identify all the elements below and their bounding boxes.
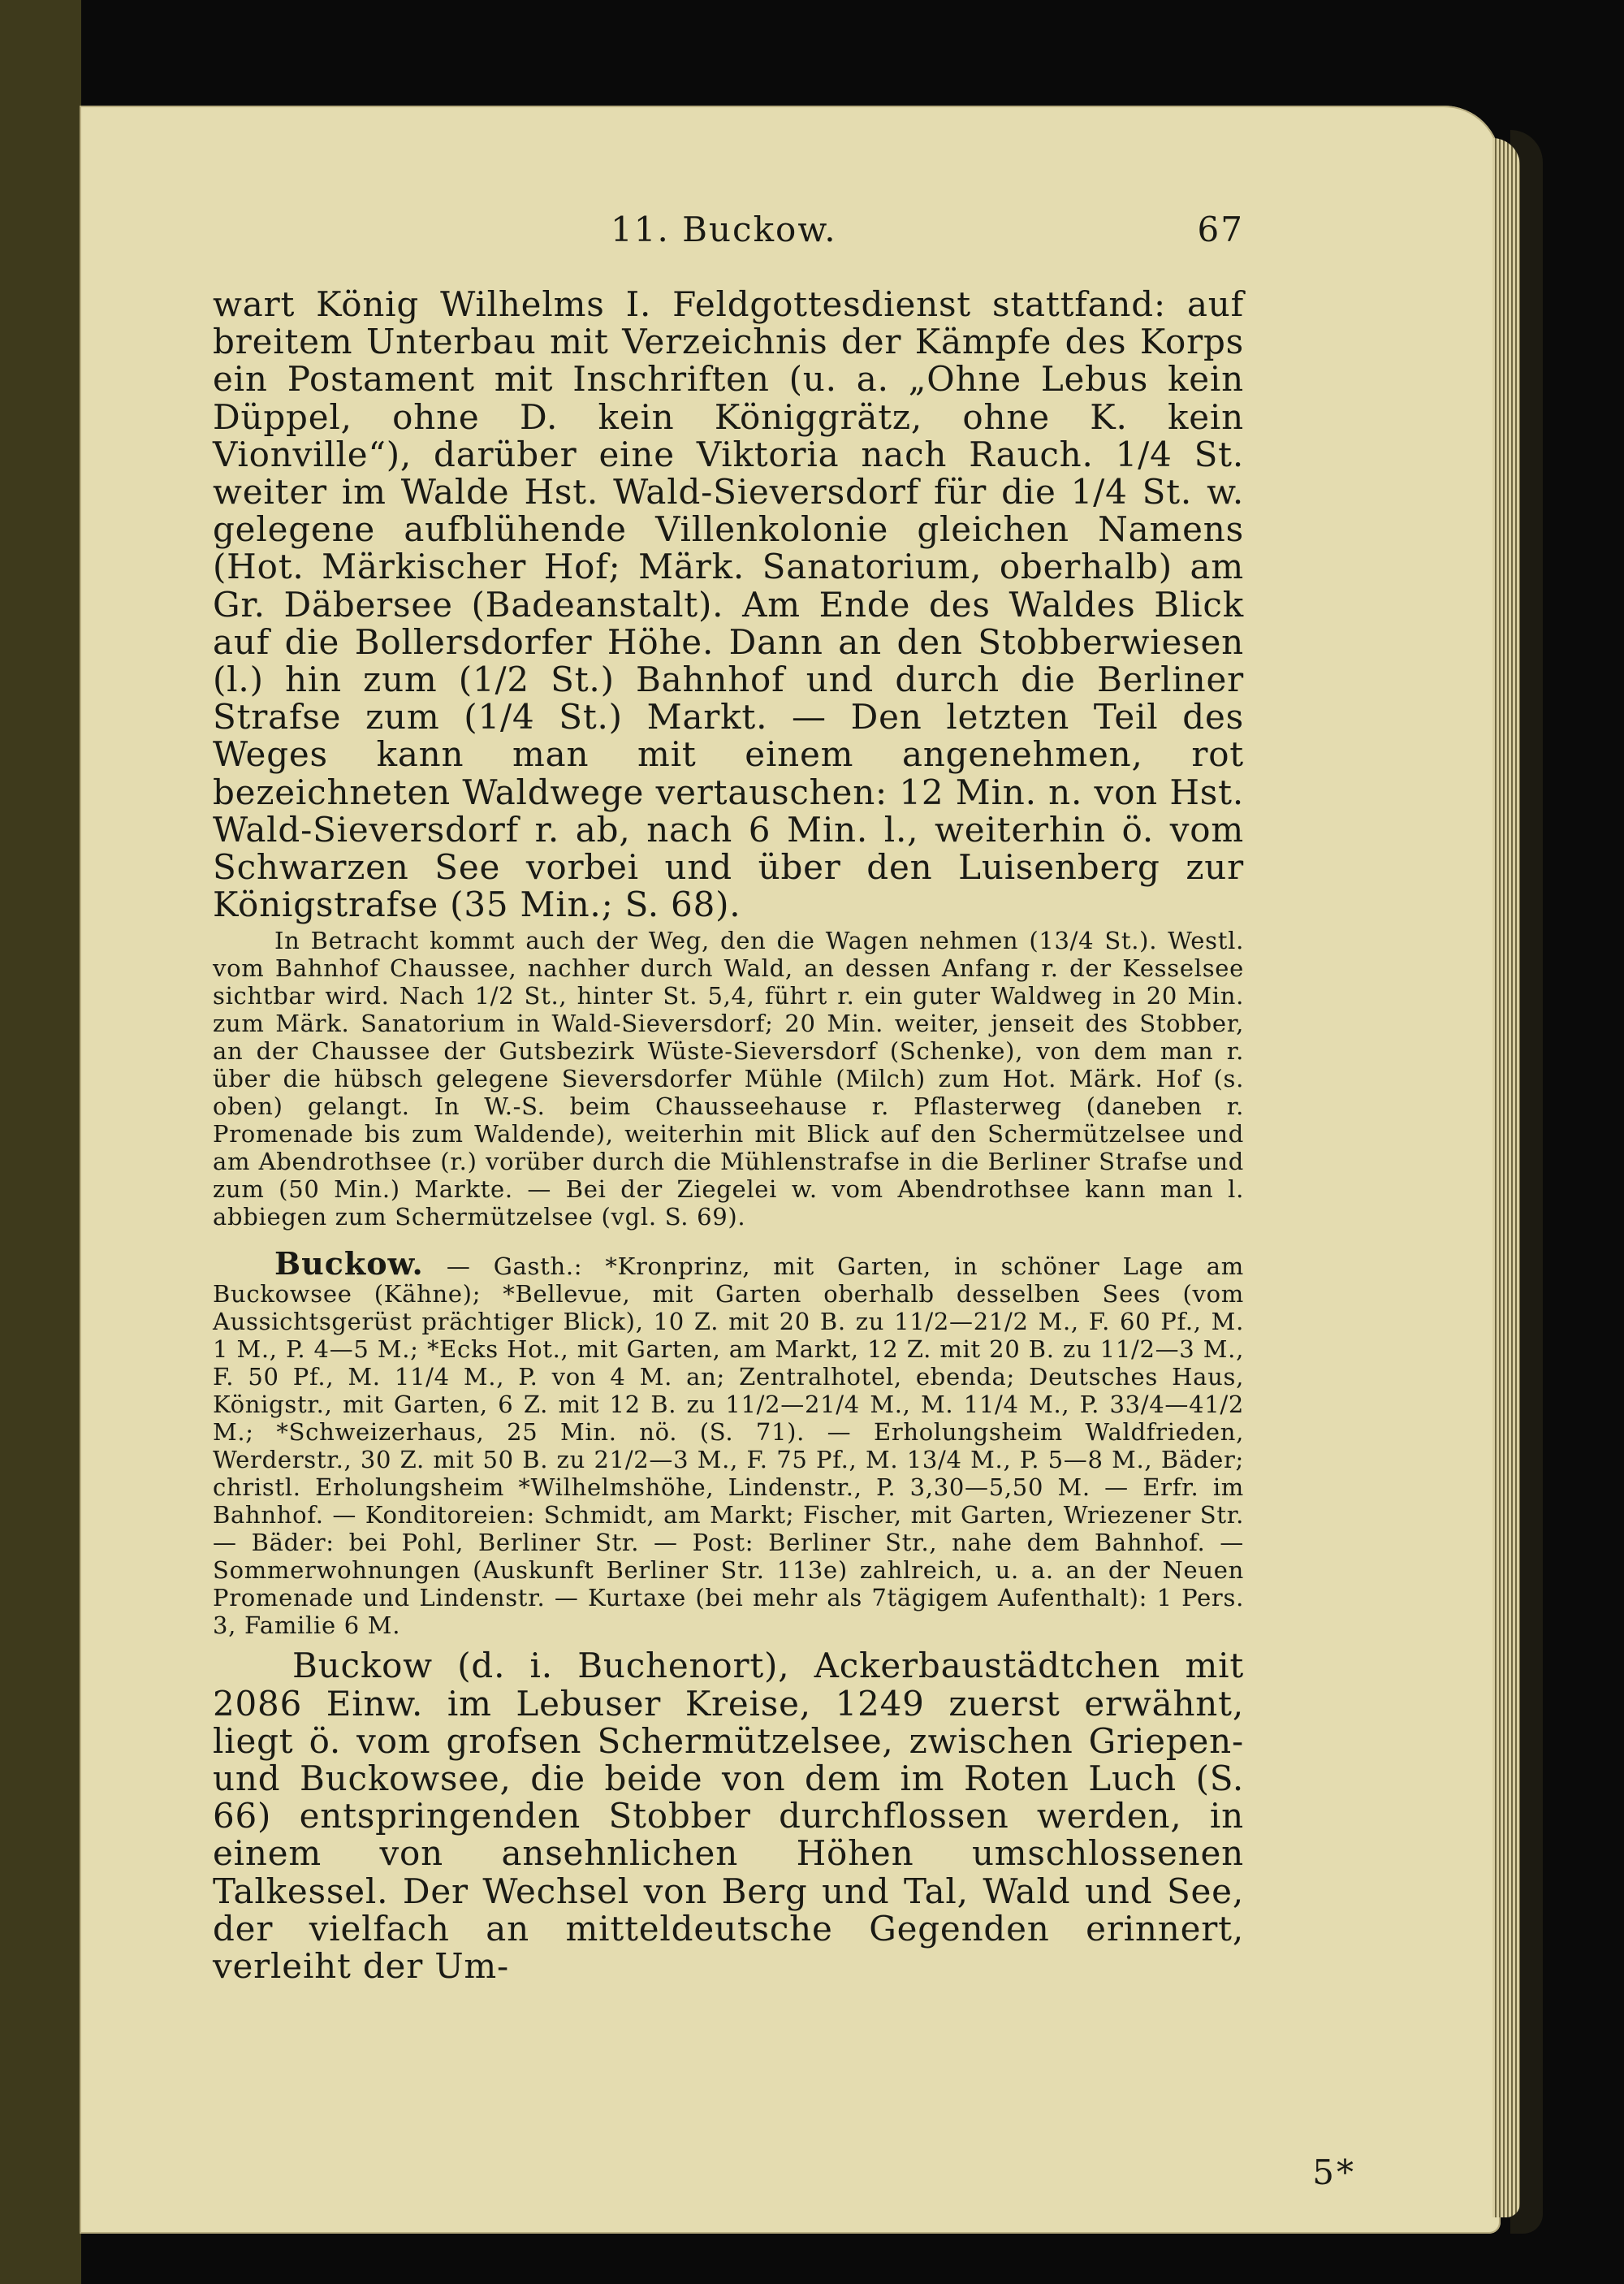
entry-body: — Gasth.: *Kronprinz, mit Garten, in schöner Lage am Buckowsee (Kähne); *Bellevue, mit Garten oberhalb desselben Sees (vom Aussichtsgerüst prächtiger Blick), 10 Z. mit 20 B. zu 11/2—21/2 M., F. 60 Pf., M. 1 M., P. 4—5 M.; *Ecks Hot., mit Garten, am Markt, 12 Z. mit 20 B. zu 11/2—3 M., F. 50 Pf., M. 11/4 M., P. von 4 M. an; Zentralhotel, ebenda; Deutsches Haus, Königstr., mit Garten, 6 Z. mit 12 B. zu 11/2—21/4 M., M. 11/4 M., P. 33/4—41/2 M.; *Schweizerhaus, 25 Min. nö. (S. 71). — Erholungsheim Waldfrieden, Werderstr., 30 Z. mit 50 B. zu 21/2—3 M., F. 75 Pf., M. 13/4 M., P. 5—8 M., Bäder; christl. Erholungsheim *Wilhelmshöhe, Lindenstr., P. 3,30—5,50 M. — Erfr. im Bahnhof. — Konditoreien: Schmidt, am Markt; Fischer, mit Garten, Wriezener Str. — Bäder: bei Pohl, Berliner Str. — Post: Berliner Str., nahe dem Bahnhof. — Sommerwohnungen (Auskunft Berliner Str. 113e) zahlreich, u. a. an der Neuen Promenade und Lindenstr. — Kurtaxe (bei mehr als 7tägigem Aufenthalt): 1 Pers. 3, Familie 6 M.	[213, 1252, 1244, 1640]
page-block-edges	[1492, 138, 1520, 2217]
entry-heading: Buckow.	[274, 1245, 424, 1283]
page-content	[213, 210, 1244, 1985]
signature-mark: 5*	[1312, 2152, 1356, 2192]
book-spine	[0, 0, 81, 2284]
chapter-title: 11. Buckow.	[611, 210, 837, 249]
page-number: 67	[1197, 210, 1244, 249]
buckow-entry	[213, 1245, 1244, 1640]
running-head	[213, 210, 1244, 255]
footnote-paragraph: In Betracht kommt auch der Weg, den die Wagen nehmen (13/4 St.). Westl. vom Bahnhof Chaussee, nachher durch Wald, an dessen Anfang r. der Kesselsee sichtbar wird. Nach 1/2 St., hinter St. 5,4, führt r. ein guter Waldweg in 20 Min. zum Märk. Sanatorium in Wald-Sieversdorf; 20 Min. weiter, jenseit des Stobber, an der Chaussee der Gutsbezirk Wüste-Sieversdorf (Schenke), von dem man r. über die hübsch gelegene Sieversdorfer Mühle (Milch) zum Hot. Märk. Hof (s. oben) gelangt. In W.-S. beim Chausseehause r. Pflasterweg (daneben r. Promenade bis zum Waldende), weiterhin mit Blick auf den Schermützelsee und am Abendrothsee (r.) vorüber durch die Mühlenstrafse in die Berliner Strafse und zum (50 Min.) Markte. — Bei der Ziegelei w. vom Abendrothsee kann man l. abbiegen zum Schermützelsee (vgl. S. 69).	[213, 927, 1244, 1231]
main-paragraph-1: wart König Wilhelms I. Feldgottesdienst stattfand: auf breitem Unterbau mit Verzeichnis der Kämpfe des Korps ein Postament mit Inschriften (u. a. „Ohne Lebus kein Düppel, ohne D. kein Königgrätz, ohne K. kein Vionville“), darüber eine Viktoria nach Rauch. 1/4 St. weiter im Walde Hst. Wald-Sieversdorf für die 1/4 St. w. gelegene aufblühende Villenkolonie gleichen Namens (Hot. Märkischer Hof; Märk. Sanatorium, oberhalb) am Gr. Däbersee (Badeanstalt). Am Ende des Waldes Blick auf die Bollersdorfer Höhe. Dann an den Stobberwiesen (l.) hin zum (1/2 St.) Bahnhof und durch die Berliner Strafse zum (1/4 St.) Markt. — Den letzten Teil des Weges kann man mit einem angenehmen, rot bezeichneten Waldwege vertauschen: 12 Min. n. von Hst. Wald-Sieversdorf r. ab, nach 6 Min. l., weiterhin ö. vom Schwarzen See vorbei und über den Luisenberg zur Königstrafse (35 Min.; S. 68).	[213, 284, 1244, 925]
main-paragraph-2: Buckow (d. i. Buchenort), Ackerbaustädtchen mit 2086 Einw. im Lebuser Kreise, 1249 zuerst erwähnt, liegt ö. vom grofsen Schermützelsee, zwischen Griepen- und Buckowsee, die beide von dem im Roten Luch (S. 66) entspringenden Stobber durchflossen werden, in einem von ansehnlichen Höhen umschlossenen Talkessel. Der Wechsel von Berg und Tal, Wald und See, der vielfach an mitteldeutsche Gegenden erinnert, verleiht der Um-	[213, 1646, 1244, 1987]
